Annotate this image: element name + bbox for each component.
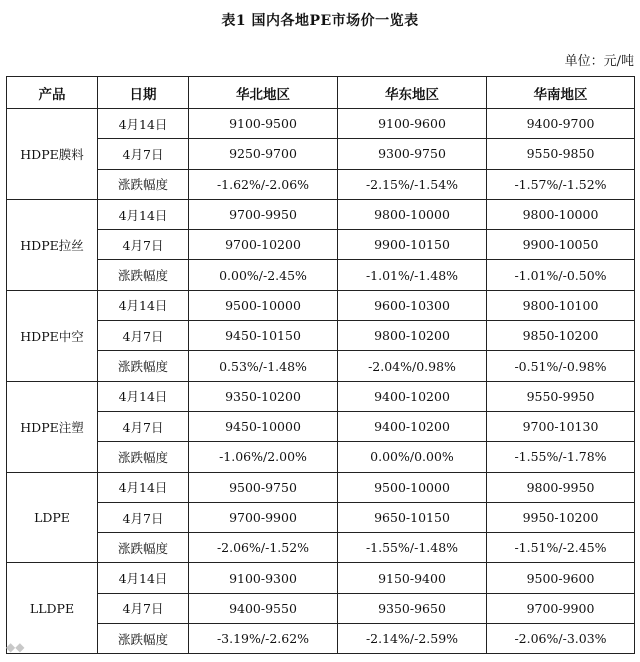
east-china-cell: 9600-10300	[338, 290, 487, 320]
unit-label: 单位：元/吨	[564, 54, 634, 69]
header-row	[7, 77, 635, 109]
date-cell: 4月7日	[98, 321, 189, 351]
product-cell: LLDPE	[7, 563, 98, 654]
east-china-cell: 9300-9750	[338, 139, 487, 169]
north-china-cell: -3.19%/-2.62%	[189, 624, 338, 654]
east-china-cell: 9500-10000	[338, 472, 487, 502]
east-china-cell: -2.14%/-2.59%	[338, 624, 487, 654]
watermark: ◆◆	[6, 640, 25, 654]
south-china-cell: 9850-10200	[487, 321, 635, 351]
south-china-cell: -1.51%/-2.45%	[487, 533, 635, 563]
east-china-cell: 9800-10000	[338, 199, 487, 229]
date-cell: 4月7日	[98, 139, 189, 169]
north-china-cell: 9700-9950	[189, 199, 338, 229]
south-china-cell: -1.01%/-0.50%	[487, 260, 635, 290]
south-china-cell: -1.57%/-1.52%	[487, 169, 635, 199]
date-cell: 4月14日	[98, 109, 189, 139]
south-china-cell: 9800-10000	[487, 199, 635, 229]
south-china-cell: 9550-9850	[487, 139, 635, 169]
south-china-cell: 9800-10100	[487, 290, 635, 320]
table-row	[7, 381, 635, 411]
south-china-cell: 9800-9950	[487, 472, 635, 502]
date-cell: 涨跌幅度	[98, 442, 189, 472]
table-row	[7, 533, 635, 563]
east-china-cell: 9350-9650	[338, 593, 487, 623]
north-china-cell: 9400-9550	[189, 593, 338, 623]
header-date: 日期	[98, 77, 189, 109]
north-china-cell: 9350-10200	[189, 381, 338, 411]
east-china-cell: 9150-9400	[338, 563, 487, 593]
south-china-cell: -1.55%/-1.78%	[487, 442, 635, 472]
east-china-cell: -2.15%/-1.54%	[338, 169, 487, 199]
south-china-cell: 9400-9700	[487, 109, 635, 139]
product-cell: HDPE拉丝	[7, 199, 98, 290]
north-china-cell: 9700-10200	[189, 230, 338, 260]
north-china-cell: 9700-9900	[189, 502, 338, 532]
south-china-cell: 9950-10200	[487, 502, 635, 532]
south-china-cell: -0.51%/-0.98%	[487, 351, 635, 381]
table-row	[7, 169, 635, 199]
date-cell: 4月14日	[98, 472, 189, 502]
south-china-cell: 9700-10130	[487, 411, 635, 441]
price-table	[6, 76, 635, 654]
north-china-cell: 9100-9300	[189, 563, 338, 593]
north-china-cell: -1.06%/2.00%	[189, 442, 338, 472]
north-china-cell: 9450-10150	[189, 321, 338, 351]
east-china-cell: 9900-10150	[338, 230, 487, 260]
table-row	[7, 199, 635, 229]
north-china-cell: 9500-10000	[189, 290, 338, 320]
south-china-cell: 9700-9900	[487, 593, 635, 623]
table-row	[7, 290, 635, 320]
date-cell: 4月7日	[98, 502, 189, 532]
date-cell: 4月14日	[98, 563, 189, 593]
table-row	[7, 230, 635, 260]
east-china-cell: -1.55%/-1.48%	[338, 533, 487, 563]
table-row	[7, 442, 635, 472]
header-south-china: 华南地区	[487, 77, 635, 109]
product-cell: HDPE中空	[7, 290, 98, 381]
north-china-cell: 0.00%/-2.45%	[189, 260, 338, 290]
east-china-cell: 9400-10200	[338, 411, 487, 441]
table-row	[7, 260, 635, 290]
date-cell: 4月7日	[98, 593, 189, 623]
south-china-cell: 9550-9950	[487, 381, 635, 411]
table-row	[7, 139, 635, 169]
table-row	[7, 109, 635, 139]
table-row	[7, 502, 635, 532]
north-china-cell: 9450-10000	[189, 411, 338, 441]
east-china-cell: 9400-10200	[338, 381, 487, 411]
product-cell: HDPE膜料	[7, 109, 98, 200]
date-cell: 涨跌幅度	[98, 260, 189, 290]
product-cell: LDPE	[7, 472, 98, 563]
east-china-cell: 9800-10200	[338, 321, 487, 351]
table-row	[7, 351, 635, 381]
date-cell: 涨跌幅度	[98, 624, 189, 654]
date-cell: 4月14日	[98, 381, 189, 411]
east-china-cell: 0.00%/0.00%	[338, 442, 487, 472]
north-china-cell: -2.06%/-1.52%	[189, 533, 338, 563]
table-row	[7, 624, 635, 654]
north-china-cell: 9100-9500	[189, 109, 338, 139]
header-north-china: 华北地区	[189, 77, 338, 109]
east-china-cell: -2.04%/0.98%	[338, 351, 487, 381]
table-title: 表1 国内各地PE市场价一览表	[221, 13, 419, 29]
table-body	[7, 109, 635, 654]
date-cell: 涨跌幅度	[98, 351, 189, 381]
east-china-cell: 9100-9600	[338, 109, 487, 139]
east-china-cell: -1.01%/-1.48%	[338, 260, 487, 290]
header-product: 产品	[7, 77, 98, 109]
table-row	[7, 563, 635, 593]
north-china-cell: 0.53%/-1.48%	[189, 351, 338, 381]
table-row	[7, 593, 635, 623]
header-east-china: 华东地区	[338, 77, 487, 109]
date-cell: 4月7日	[98, 411, 189, 441]
north-china-cell: 9250-9700	[189, 139, 338, 169]
date-cell: 4月14日	[98, 290, 189, 320]
product-cell: HDPE注塑	[7, 381, 98, 472]
date-cell: 涨跌幅度	[98, 533, 189, 563]
south-china-cell: 9900-10050	[487, 230, 635, 260]
table-row	[7, 411, 635, 441]
date-cell: 涨跌幅度	[98, 169, 189, 199]
south-china-cell: 9500-9600	[487, 563, 635, 593]
north-china-cell: -1.62%/-2.06%	[189, 169, 338, 199]
table-row	[7, 472, 635, 502]
date-cell: 4月14日	[98, 199, 189, 229]
north-china-cell: 9500-9750	[189, 472, 338, 502]
south-china-cell: -2.06%/-3.03%	[487, 624, 635, 654]
east-china-cell: 9650-10150	[338, 502, 487, 532]
table-row	[7, 321, 635, 351]
date-cell: 4月7日	[98, 230, 189, 260]
